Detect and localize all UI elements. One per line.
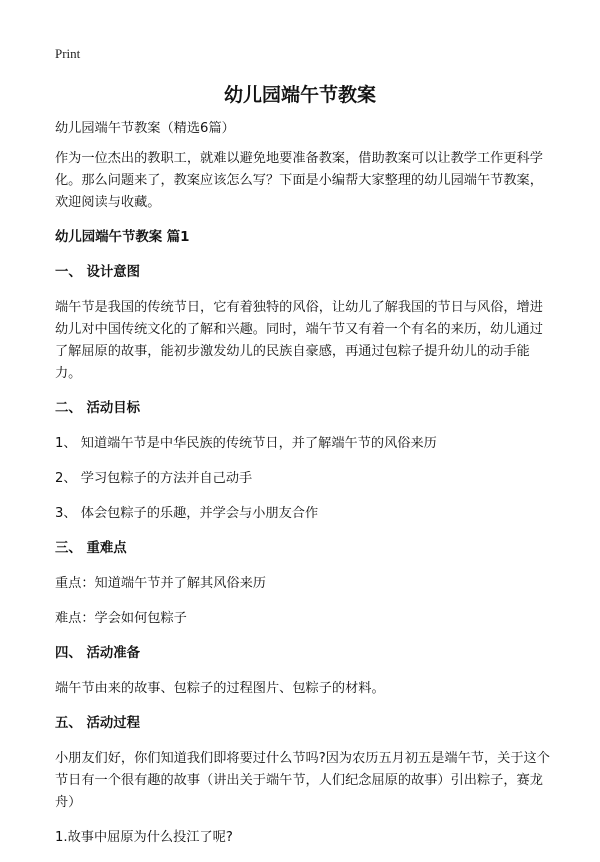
goal-item: 3、 体会包粽子的乐趣，并学会与小朋友合作 xyxy=(55,506,319,521)
document-body xyxy=(55,118,555,862)
design-heading: 一、 设计意图 xyxy=(55,265,141,280)
document-title: 幼儿园端午节教案 xyxy=(223,84,376,106)
difficult-point: 难点：学会如何包粽子 xyxy=(55,611,187,626)
process-heading: 五、 活动过程 xyxy=(55,716,141,731)
intro-paragraph: 作为一位杰出的教职工，就难以避免地要准备教案，借助教案可以让教学工作更科学化。那么问题来了，教案应该怎么写？下面是小编帮大家整理的幼儿园端午节教案，欢迎阅读与收藏。 xyxy=(55,151,543,210)
goals-heading: 二、 活动目标 xyxy=(55,401,141,416)
question-item: 1.故事中屈原为什么投江了呢? xyxy=(55,830,233,845)
process-paragraph: 小朋友们好，你们知道我们即将要过什么节吗?因为农历五月初五是端午节，关于这个节日有一个很有趣的故事（讲出关于端午节，人们纪念屈原的故事）引出粽子，赛龙舟） xyxy=(55,751,550,810)
document-subtitle: 幼儿园端午节教案（精选6篇） xyxy=(55,121,235,136)
design-paragraph: 端午节是我国的传统节日，它有着独特的风俗，让幼儿了解我国的节日与风俗，增进幼儿对中国传统文化的了解和兴趣。同时，端午节又有着一个有名的来历，幼儿通过了解屈原的故事，能初步激发幼儿的民族自豪感，再通过包粽子提升幼儿的动手能力。 xyxy=(55,300,543,381)
keypoints-heading: 三、 重难点 xyxy=(55,541,127,556)
prep-heading: 四、 活动准备 xyxy=(55,646,141,661)
goal-item: 1、 知道端午节是中华民族的传统节日，并了解端午节的风俗来历 xyxy=(55,436,437,451)
section-title: 幼儿园端午节教案 篇1 xyxy=(55,230,190,245)
goal-item: 2、 学习包粽子的方法并自己动手 xyxy=(55,471,253,486)
prep-paragraph: 端午节由来的故事、包粽子的过程图片、包粽子的材料。 xyxy=(55,681,385,696)
key-point: 重点：知道端午节并了解其风俗来历 xyxy=(55,576,266,591)
print-link[interactable]: Print xyxy=(55,46,81,61)
